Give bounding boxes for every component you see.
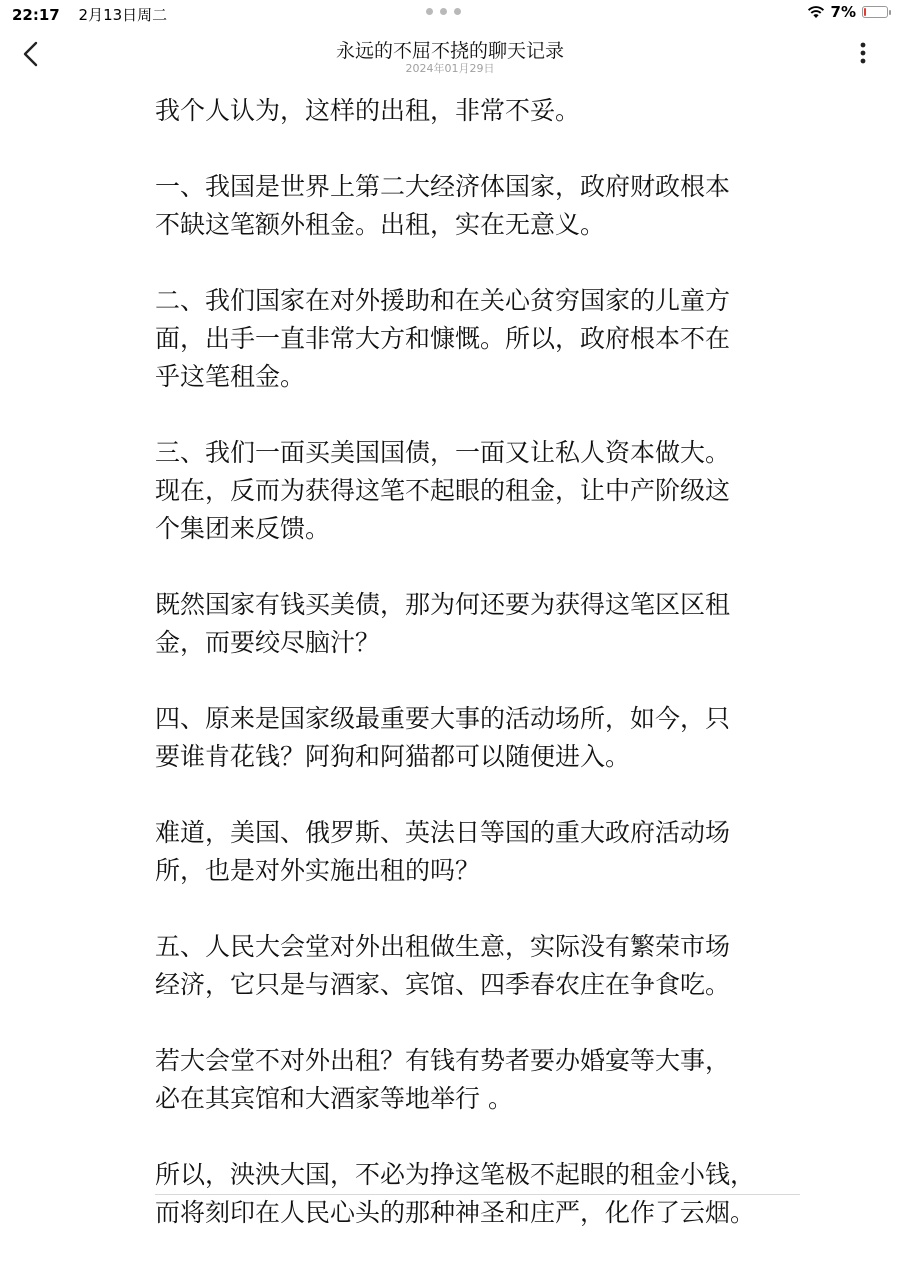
nav-bar <box>0 26 900 84</box>
page-title: 永远的不屈不挠的聊天记录 <box>335 40 564 62</box>
dot-3 <box>454 8 461 15</box>
battery-level <box>864 8 866 16</box>
status-right <box>807 3 888 21</box>
more-button[interactable] <box>848 38 878 68</box>
more-vertical-icon <box>848 38 878 68</box>
paragraph: 我个人认为，这样的出租，非常不妥。 <box>155 96 581 125</box>
paragraph: 二、我们国家在对外援助和在关心贫穷国家的儿童方 面，出手一直非常大方和慷慨。所以，政府根本不在 乎这笔租金。 <box>155 286 731 391</box>
paragraph: 三、我们一面买美国国债，一面又让私人资本做大。 现在，反而为获得这笔不起眼的租金，让中产阶级这 个集团来反馈。 <box>155 438 731 543</box>
paragraph: 四、原来是国家级最重要大事的活动场所，如今，只 要谁肯花钱？阿狗和阿猫都可以随便进入。 <box>155 704 731 771</box>
battery-percent: 7% <box>830 3 856 21</box>
bottom-divider <box>155 1194 800 1195</box>
message-content <box>155 92 805 1270</box>
page-date: 2024年01月29日 <box>405 62 495 75</box>
paragraph: 所以，泱泱大国，不必为挣这笔极不起眼的租金小钱， 而将刻印在人民心头的那种神圣和庄严，化作了云烟。 <box>155 1160 756 1227</box>
paragraph: 若大会堂不对外出租？有钱有势者要办婚宴等大事， 必在其宾馆和大酒家等地举行 。 <box>155 1046 731 1113</box>
status-bar <box>0 0 900 26</box>
status-date: 2月13日周二 <box>78 6 168 24</box>
paragraph: 难道，美国、俄罗斯、英法日等国的重大政府活动场 所，也是对外实施出租的吗？ <box>155 818 731 885</box>
status-left <box>12 4 167 25</box>
multitasking-dots[interactable] <box>426 8 461 15</box>
dot-2 <box>440 8 447 15</box>
dot-1 <box>426 8 433 15</box>
battery-icon <box>862 6 888 18</box>
wifi-icon <box>807 5 825 19</box>
paragraph: 一、我国是世界上第二大经济体国家，政府财政根本 不缺这笔额外租金。出租，实在无意义。 <box>155 172 731 239</box>
paragraph: 既然国家有钱买美债，那为何还要为获得这笔区区租 金，而要绞尽脑汁？ <box>155 590 731 657</box>
status-time: 22:17 <box>12 6 60 24</box>
paragraph: 五、人民大会堂对外出租做生意，实际没有繁荣市场 经济，它只是与酒家、宾馆、四季春农庄在争食吃。 <box>155 932 731 999</box>
